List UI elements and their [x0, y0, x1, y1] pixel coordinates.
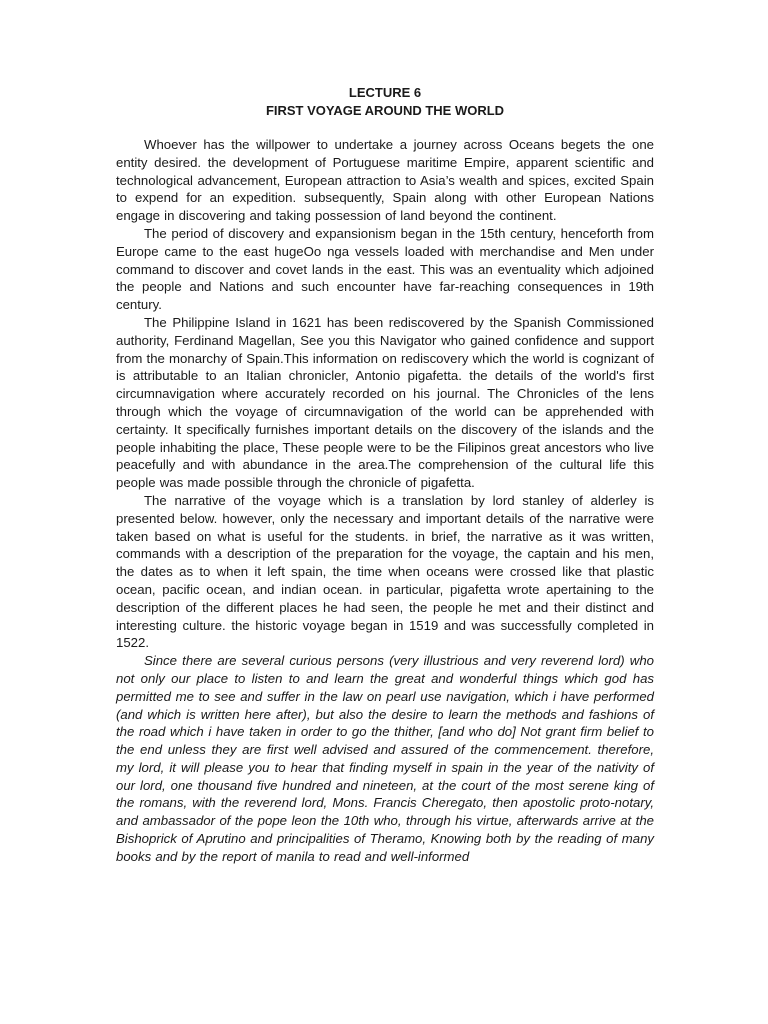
document-title: FIRST VOYAGE AROUND THE WORLD	[265, 103, 505, 118]
paragraph-magellan: The Philippine Island in 1621 has been rediscovered by the Spanish Commissioned authority, Ferdinand Magellan, See you this Navigator who gained confidence and support from the monarchy of Spain.This information on rediscovery which the world is cognizant of is attributable to an Italian chronicler, Antonio pigafetta. the details of the world's first circumnavigation where accurately recorded on his journal. The Chronicles of the lens through which the voyage of circumnavigation of the world can be apprehended with certainty. It specifically furnishes important details on the discovery of the islands and the people inhabiting the place, These people were to be the Filipinos great ancestors who live peacefully and with abundance in the area.The comprehension of the cultural life this people was made possible through the chronicle of pigafetta.	[116, 314, 654, 491]
paragraph-expansionism: The period of discovery and expansionism began in the 15th century, henceforth from Europe came to the east hugeOo nga vessels loaded with merchandise and Men under command to discover and covet lands in the east. This was an eventuality which adjoined the people and Nations and such encounter have far-reaching consequences in 19th century.	[116, 225, 654, 313]
document-page	[116, 84, 654, 866]
paragraph-pigafetta-quote: Since there are several curious persons (very illustrious and very reverend lord) who not only our place to listen to and learn the great and wonderful things which god has permitted me to see and suffer in the law on pearl use navigation, which i have performed (and which is written here after), but also the desire to learn the methods and fashions of the road which i have taken in order to go the thither, [and who do] Not grant firm belief to the end unless they are first well advised and assured of the commencement. therefore, my lord, it will please you to hear that finding myself in spain in the year of the nativity of our lord, one thousand five hundred and nineteen, at the court of the most serene king of the romans, with the reverend lord, Mons. Francis Cheregato, then apostolic proto-notary, and ambassador of the pope leon the 10th who, through his virtue, afterwards arrive at the Bishoprick of Aprutino and principalities of Theramo, Knowing both by the reading of many books and by the report of manila to read and well-informed	[116, 653, 654, 864]
paragraph-narrative: The narrative of the voyage which is a translation by lord stanley of alderley is presented below. however, only the necessary and important details of the narrative were taken based on what is useful for the students. in brief, the narrative as it was written, commands with a description of the preparation for the voyage, the captain and his men, the dates as to when it left spain, the time when oceans were crossed like that plastic ocean, pacific ocean, and indian ocean. in particular, pigafetta wrote apertaining to the description of the different places he had seen, the people he met and their distinct and interesting culture. the historic voyage began in 1519 and was successfully completed in 1522.	[116, 492, 654, 651]
paragraph-intro: Whoever has the willpower to undertake a journey across Oceans begets the one entity desired. the development of Portuguese maritime Empire, apparent scientific and technological advancement, European attraction to Asia’s wealth and spices, excited Spain to expend for an expedition. subsequently, Spain along with other European Nations engage in discovering and taking possession of land beyond the continent.	[116, 137, 654, 224]
lecture-label: LECTURE 6	[348, 85, 422, 100]
title-spacer	[116, 120, 654, 136]
